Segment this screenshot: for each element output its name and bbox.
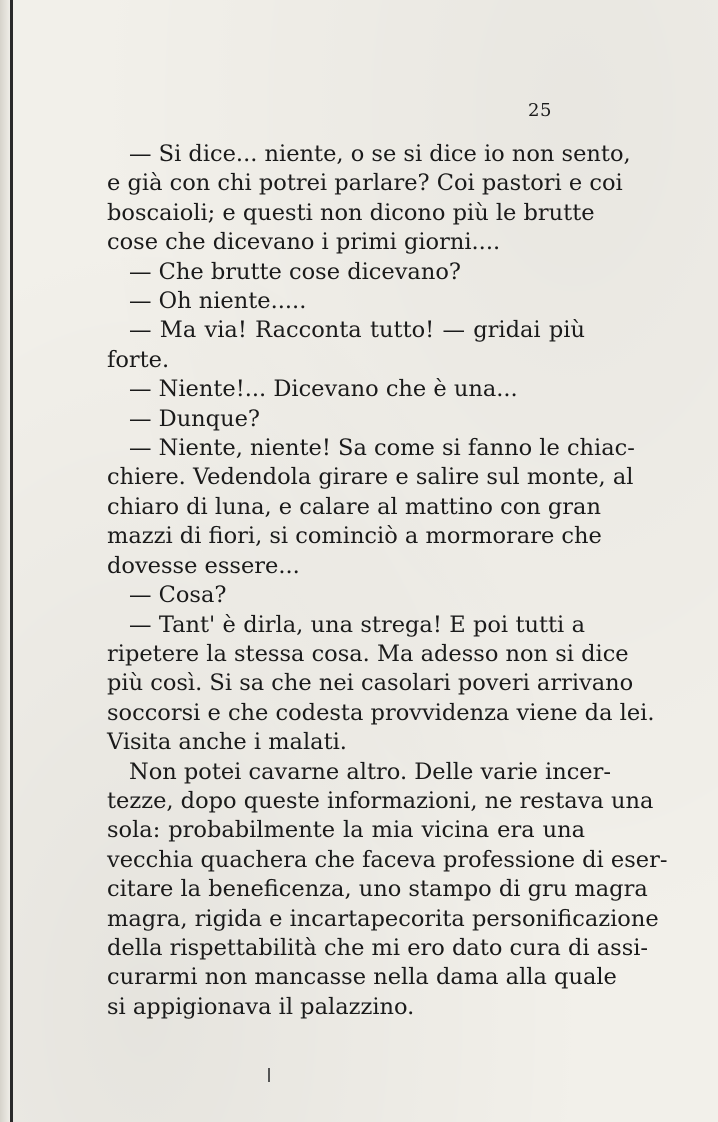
- text-line: vecchia quachera che faceva professione di eser-: [107, 846, 668, 873]
- text-line: — Ma via! Racconta tutto! — gridai più: [129, 317, 585, 344]
- text-line: e già con chi potrei parlare? Coi pastori e coi: [107, 170, 623, 197]
- page-spine-edge: [10, 0, 13, 1122]
- text-line: chiaro di luna, e calare al mattino con gran: [107, 493, 601, 520]
- text-line: — Che brutte cose dicevano?: [129, 258, 461, 285]
- page-number: 25: [528, 100, 552, 121]
- text-line: — Dunque?: [129, 405, 260, 432]
- text-line: — Niente!... Dicevano che è una...: [129, 376, 518, 403]
- text-line: cose che dicevano i primi giorni....: [107, 229, 501, 256]
- text-line: magra, rigida e incartapecorita personificazione: [107, 905, 659, 932]
- text-line: si appigionava il palazzino.: [107, 993, 415, 1020]
- text-line: — Tant' è dirla, una strega! E poi tutti a: [129, 611, 585, 638]
- text-line: — Si dice... niente, o se si dice io non sento,: [129, 141, 631, 167]
- text-line: della rispettabilità che mi ero dato cura di assi-: [107, 934, 649, 961]
- text-line: mazzi di fiori, si cominciò a mormorare che: [107, 523, 602, 550]
- text-line: tezze, dopo queste informazioni, ne restava una: [107, 787, 654, 814]
- text-line: — Niente, niente! Sa come si fanno le chiac-: [129, 435, 635, 462]
- text-line: — Oh niente.....: [129, 288, 307, 315]
- text-line: sola: probabilmente la mia vicina era una: [107, 817, 585, 844]
- text-line: boscaioli; e questi non dicono più le brutte: [107, 199, 595, 226]
- spine-shadow: [0, 0, 10, 1122]
- text-line: più così. Si sa che nei casolari poveri arrivano: [107, 670, 634, 697]
- text-line: soccorsi e che codesta provvidenza viene da lei.: [107, 699, 655, 726]
- text-line: curarmi non mancasse nella dama alla quale: [107, 964, 617, 991]
- text-line: dovesse essere...: [107, 552, 300, 579]
- text-line: citare la beneficenza, uno stampo di gru magra: [107, 876, 648, 903]
- text-line: Non potei cavarne altro. Delle varie incer-: [129, 758, 611, 785]
- text-line: chiere. Vedendola girare e salire sul monte, al: [107, 464, 634, 491]
- text-line: Visita anche i malati.: [107, 729, 347, 756]
- text-line: — Cosa?: [129, 582, 227, 609]
- print-mark: [268, 1068, 270, 1082]
- text-line: ripetere la stessa cosa. Ma adesso non si dice: [107, 640, 629, 667]
- body-text: [107, 140, 668, 1022]
- text-line: forte.: [107, 346, 170, 373]
